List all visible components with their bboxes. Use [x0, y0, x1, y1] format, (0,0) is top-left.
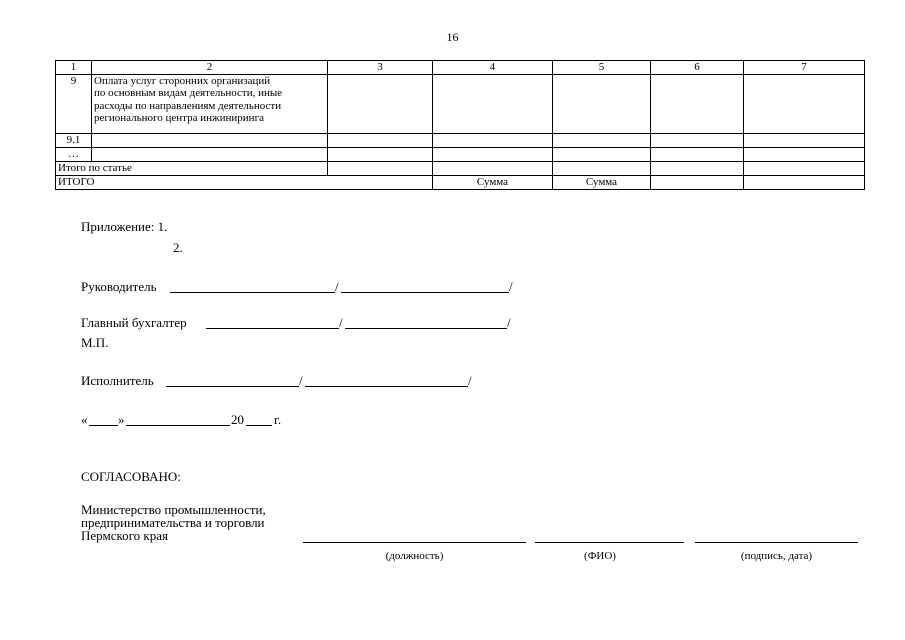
row-9-1-cell [328, 133, 433, 147]
date-month-line [126, 425, 230, 426]
row-9-1-cell [92, 133, 328, 147]
row-9-cell [553, 74, 651, 133]
ellipsis-cell [744, 147, 865, 161]
slash: / [507, 315, 511, 330]
ellipsis-cell [328, 147, 433, 161]
row-9-1-cell [433, 133, 553, 147]
accountant-signature-line [206, 328, 339, 329]
col-2-header: 2 [92, 61, 328, 75]
row-9-line: регионального центра инжиниринга [94, 112, 264, 124]
row-9-1-cell [651, 133, 744, 147]
row-9-line: расходы по направлениям деятельности [94, 99, 282, 112]
row-9-1-number: 9.1 [56, 133, 92, 147]
date-close-quote: » [118, 412, 125, 427]
table-row-9 [56, 74, 865, 133]
date-open-quote: « [81, 412, 88, 427]
appendix-label: Приложение: 1. [81, 219, 168, 234]
accountant-label: Главный бухгалтер [81, 315, 187, 330]
org-line: предпринимательства и торговли [81, 515, 265, 530]
itogo-label: ИТОГО [56, 175, 433, 189]
itogo-stat-cell [553, 161, 651, 175]
col-4-header: 4 [433, 61, 553, 75]
col-5-header: 5 [553, 61, 651, 75]
position-caption: (должность) [385, 550, 444, 562]
director-label: Руководитель [81, 279, 157, 294]
position-line [303, 542, 526, 543]
row-9-1-cell [553, 133, 651, 147]
row-9-number: 9 [56, 74, 92, 133]
table-header-row [56, 61, 865, 75]
org-line: Пермского края [81, 528, 168, 543]
row-9-cell [651, 74, 744, 133]
approval-organization [81, 503, 266, 542]
fio-caption: (ФИО) [584, 550, 616, 562]
signature-date-line [695, 542, 858, 543]
date-year-suffix: г. [274, 412, 282, 427]
executor-signature-line [166, 386, 299, 387]
itogo-cell [651, 175, 744, 189]
stamp-place-label: М.П. [81, 335, 109, 350]
slash: / [468, 373, 472, 388]
accountant-name-line [345, 328, 507, 329]
itogo-cell [744, 175, 865, 189]
date-day-line [89, 425, 118, 426]
fio-line [535, 542, 684, 543]
date-year-prefix: 20 [231, 412, 244, 427]
itogo-summa-5: Сумма [553, 175, 651, 189]
ellipsis-cell [92, 147, 328, 161]
itogo-summa-4: Сумма [433, 175, 553, 189]
table-row-itogo [56, 175, 865, 189]
slash: / [335, 279, 339, 294]
table-row-ellipsis [56, 147, 865, 161]
ellipsis-cell [651, 147, 744, 161]
org-line: Министерство промышленности, [81, 502, 266, 517]
table-row-9-1 [56, 133, 865, 147]
col-7-header: 7 [744, 61, 865, 75]
date-year-line [246, 425, 272, 426]
row-9-1-cell [744, 133, 865, 147]
itogo-stat-cell [651, 161, 744, 175]
ellipsis-number: … [56, 147, 92, 161]
executor-name-line [305, 386, 468, 387]
itogo-stat-cell [328, 161, 433, 175]
itogo-stat-cell [744, 161, 865, 175]
director-signature-line [170, 292, 335, 293]
ellipsis-cell [433, 147, 553, 161]
row-9-line: по основным видам деятельности, иные [94, 87, 283, 99]
slash: / [339, 315, 343, 330]
row-9-cell [433, 74, 553, 133]
table-row-itogo-stat [56, 161, 865, 175]
col-3-header: 3 [328, 61, 433, 75]
itogo-stat-cell [433, 161, 553, 175]
row-9-description [92, 74, 328, 133]
row-9-cell [744, 74, 865, 133]
row-9-line: Оплата услуг сторонних организаций [94, 74, 271, 87]
slash: / [509, 279, 513, 294]
budget-table [55, 60, 865, 190]
col-6-header: 6 [651, 61, 744, 75]
appendix-item-2: 2. [173, 240, 183, 255]
col-1-header: 1 [56, 61, 92, 75]
ellipsis-cell [553, 147, 651, 161]
slash: / [299, 373, 303, 388]
signature-date-caption: (подпись, дата) [740, 550, 813, 562]
executor-label: Исполнитель [81, 373, 154, 388]
approval-title: СОГЛАСОВАНО: [81, 469, 181, 484]
page-number: 16 [446, 30, 459, 44]
itogo-stat-label: Итого по статье [56, 161, 328, 175]
row-9-cell [328, 74, 433, 133]
director-name-line [341, 292, 509, 293]
